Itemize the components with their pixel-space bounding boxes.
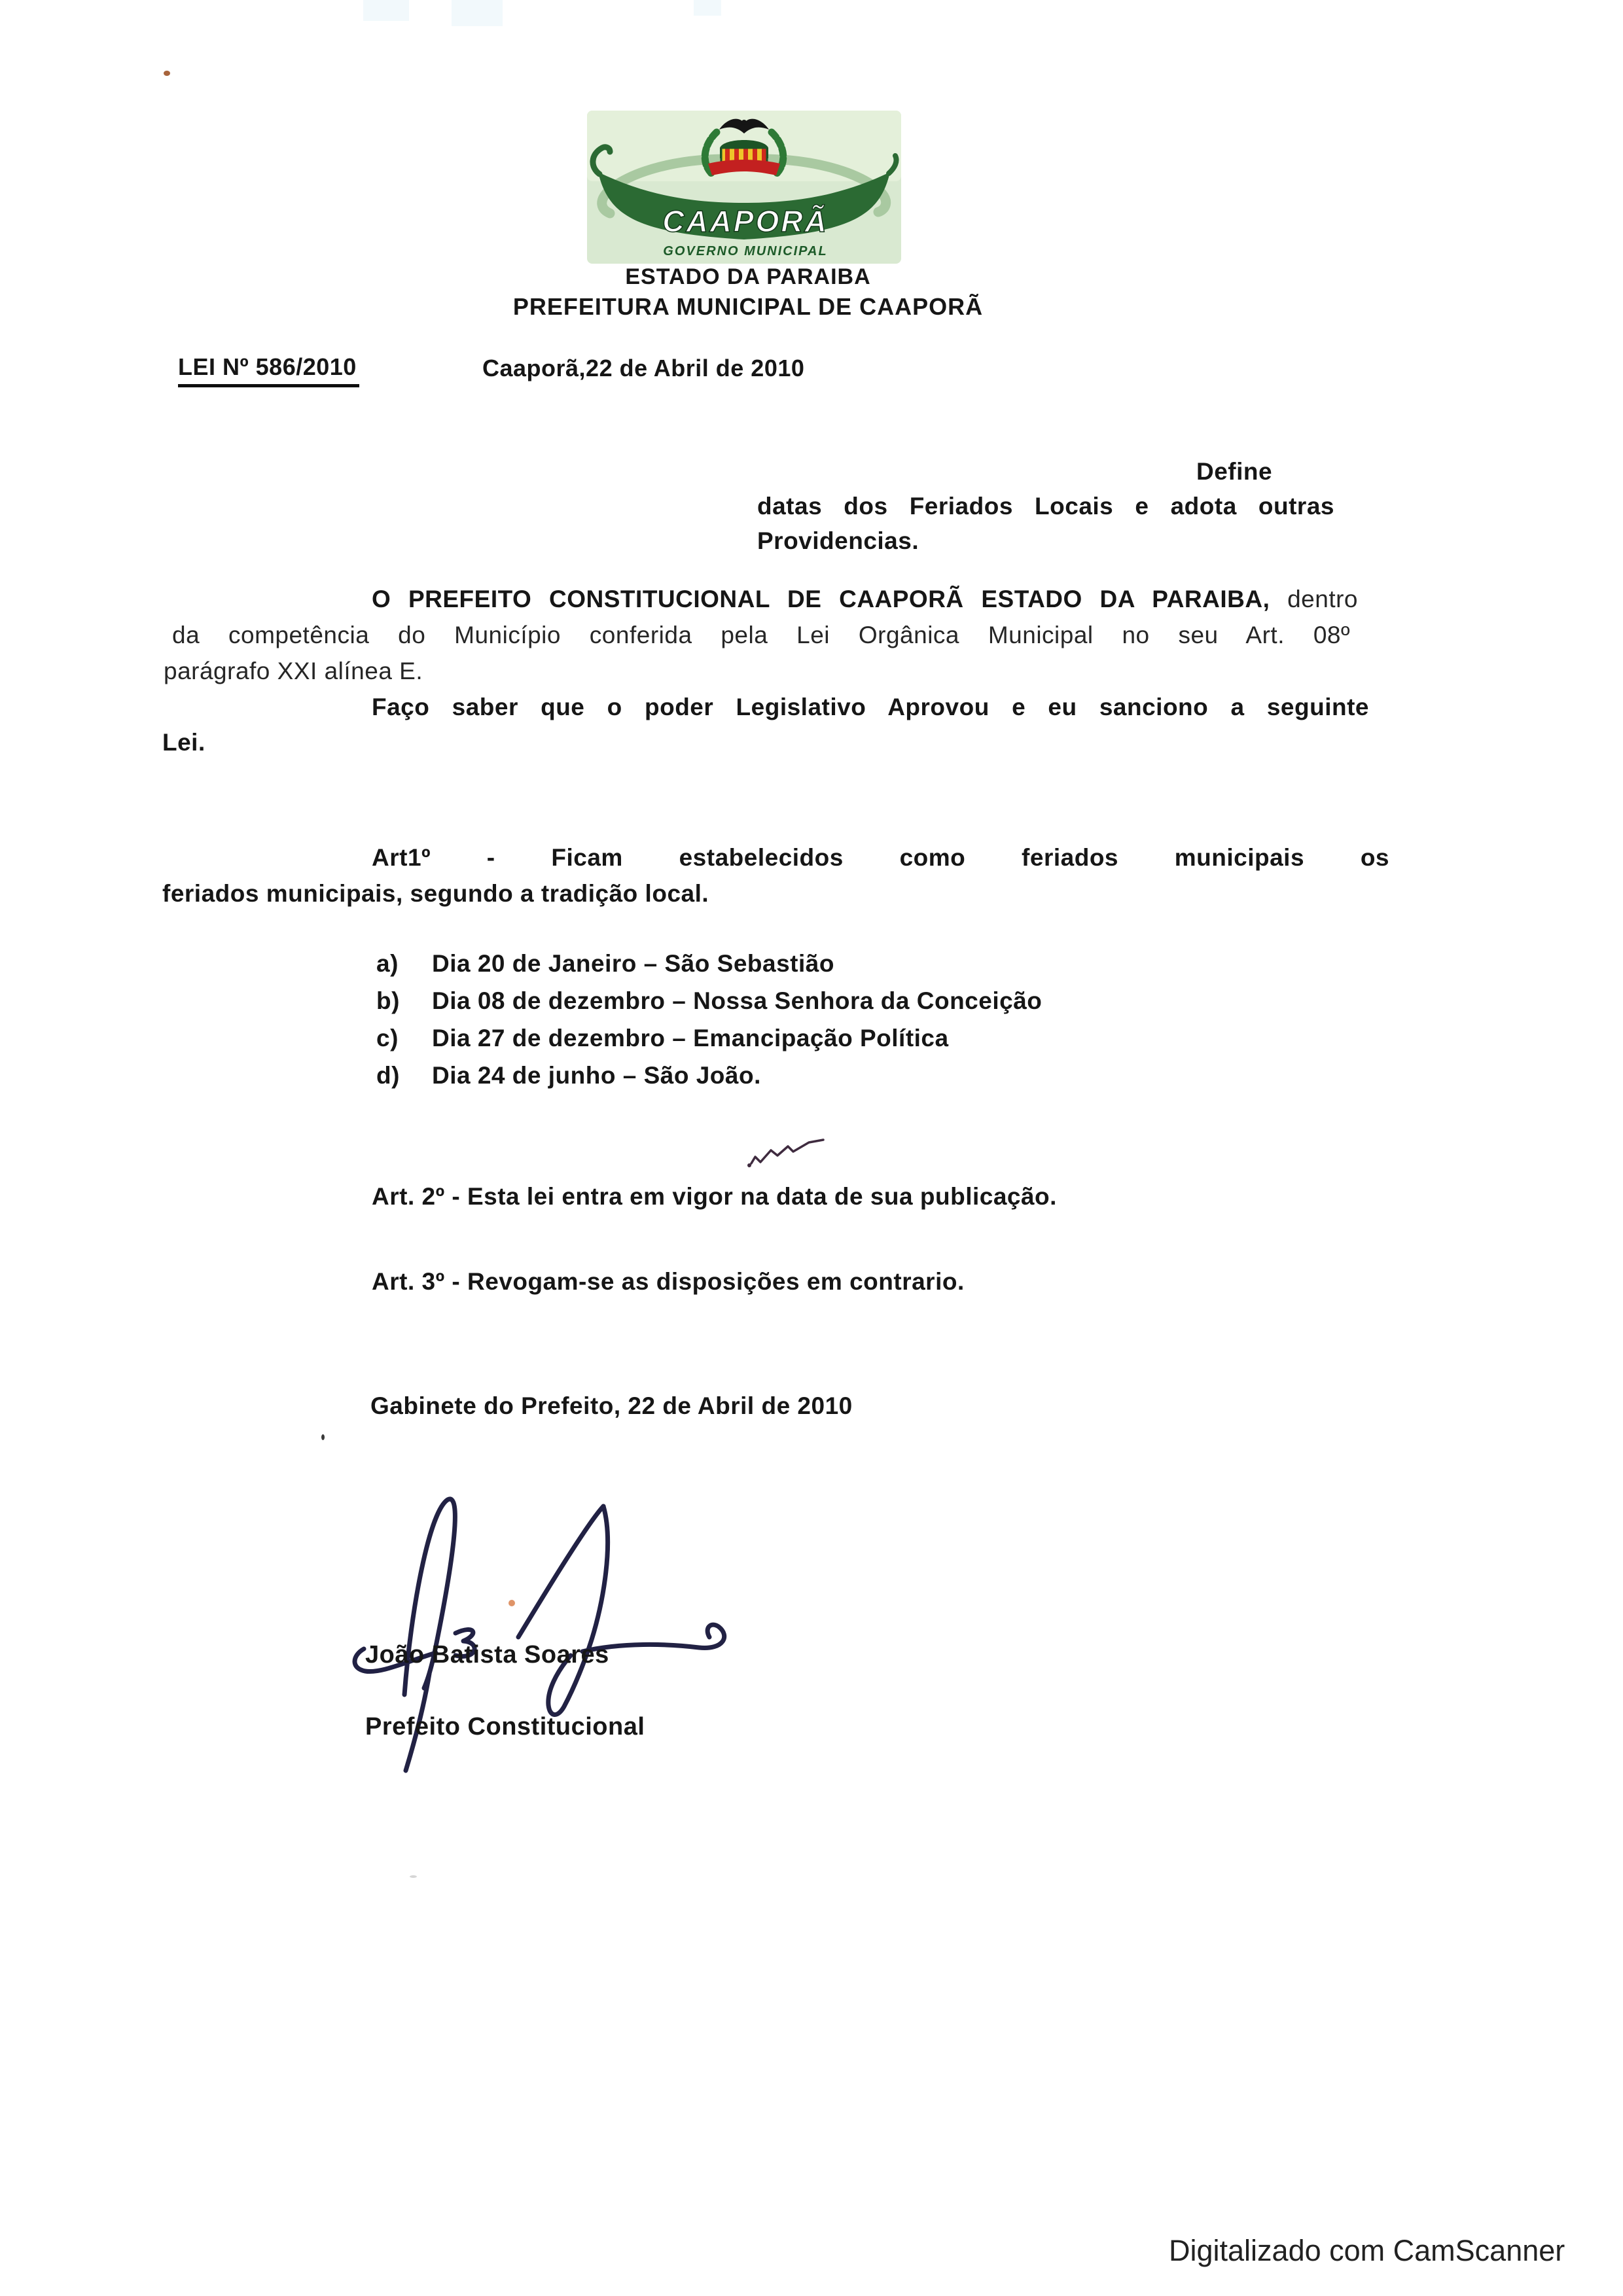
epigraph-line-2: datas dos Feriados Locais e adota outras	[757, 493, 1334, 520]
article-1-line-1: Art1º - Ficam estabelecidos como feriados municipais os	[372, 844, 1389, 871]
holiday-item-text: Dia 24 de junho – São João.	[432, 1062, 761, 1089]
place-date: Caaporã,22 de Abril de 2010	[482, 355, 805, 381]
header-state-line: ESTADO DA PARAIBA	[625, 264, 871, 289]
scan-artifact	[694, 0, 721, 16]
epigraph-line-3: Providencias.	[757, 527, 919, 554]
holiday-item-text: Dia 08 de dezembro – Nossa Senhora da Conceição	[432, 987, 1043, 1014]
scan-artifact	[321, 1434, 325, 1440]
header-municipality-line: PREFEITURA MUNICIPAL DE CAAPORÃ	[512, 293, 984, 320]
holiday-item-letter: b)	[376, 987, 400, 1014]
scan-artifact	[363, 0, 409, 21]
preamble-line-5: Lei.	[162, 729, 205, 756]
holiday-item-letter: c)	[376, 1025, 399, 1051]
article-3-text: Art. 3º - Revogam-se as disposições em contrario.	[372, 1268, 965, 1295]
preamble-line-1	[160, 586, 1358, 614]
holiday-item-text: Dia 20 de Janeiro – São Sebastião	[432, 950, 834, 977]
article-2-text: Art. 2º - Esta lei entra em vigor na data de sua publicação.	[372, 1183, 1057, 1210]
signatory-title: Prefeito Constitucional	[365, 1713, 645, 1740]
preamble-line-1-bold: O PREFEITO CONSTITUCIONAL DE CAAPORÃ ESTADO DA PARAIBA,	[372, 586, 1270, 612]
coat-of-arms-logo	[586, 110, 902, 264]
epigraph-line-1: Define	[1196, 458, 1273, 485]
logo-city-name: CAAPORÃ	[662, 204, 829, 238]
logo-subtitle: GOVERNO MUNICIPAL	[663, 244, 828, 258]
preamble-line-4: Faço saber que o poder Legislativo Aprovou e eu sanciono a seguinte	[372, 694, 1369, 720]
scan-artifact	[410, 1875, 417, 1878]
scan-artifact	[164, 71, 170, 76]
holiday-item-text: Dia 27 de dezembro – Emancipação Política	[432, 1025, 949, 1051]
closing-line: Gabinete do Prefeito, 22 de Abril de 2010	[370, 1392, 853, 1419]
holiday-item-letter: d)	[376, 1062, 400, 1089]
preamble-line-2: da competência do Município conferida pela Lei Orgânica Municipal no seu Art. 08º	[172, 622, 1350, 648]
scan-artifact	[452, 0, 503, 26]
article-1-line-2: feriados municipais, segundo a tradição local.	[162, 880, 709, 907]
camscanner-watermark: Digitalizado com CamScanner	[1169, 2234, 1565, 2267]
signatory-name: João Batista Soares	[365, 1641, 609, 1669]
law-number: LEI Nº 586/2010	[178, 353, 359, 387]
holiday-item-letter: a)	[376, 950, 399, 977]
pen-squiggle-mark	[745, 1136, 830, 1170]
preamble-line-3: parágrafo XXI alínea E.	[164, 658, 423, 684]
preamble-line-1-regular: dentro	[1287, 586, 1359, 612]
